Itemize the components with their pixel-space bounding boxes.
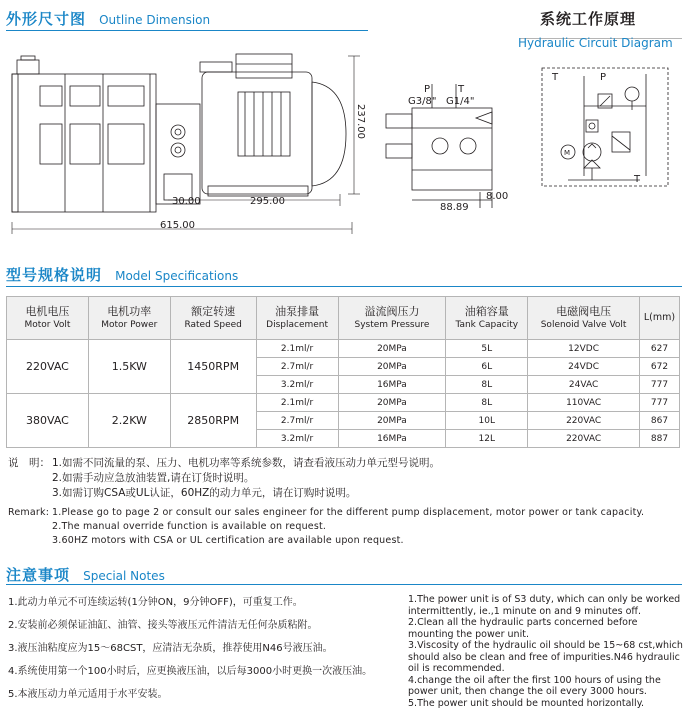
cell-power: 1.5KW xyxy=(88,340,170,394)
port-t-label: T xyxy=(458,84,465,95)
model-title-cn: 型号规格说明 xyxy=(6,266,103,284)
cell-tank: 12L xyxy=(446,430,528,448)
special-title-cn: 注意事项 xyxy=(6,566,71,584)
circuit-label-t1: T xyxy=(552,72,559,83)
special-cn-item: 2.安装前必须保证油缸、油管、接头等液压元件清洁无任何杂质粘附。 xyxy=(8,620,318,631)
header-length: L(mm) xyxy=(639,297,679,340)
outline-header xyxy=(6,8,210,29)
cell-pressure: 20MPa xyxy=(338,340,446,358)
cell-length: 627 xyxy=(639,340,679,358)
special-en-item: 4.change the oil after the first 100 hours of using the power unit, then change the oil every 3000 hours. xyxy=(408,674,661,697)
spec-table xyxy=(6,296,680,448)
dimension-lines xyxy=(12,56,360,234)
outline-title-en: Outline Dimension xyxy=(99,13,211,27)
special-header xyxy=(6,564,165,585)
special-cn-item: 1.此动力单元不可连续运转(1分钟ON，9分钟OFF)，可重复工作。 xyxy=(8,597,303,608)
cell-volt: 380VAC xyxy=(7,394,89,448)
cell-displacement: 3.2ml/r xyxy=(256,430,338,448)
cell-pressure: 20MPa xyxy=(338,358,446,376)
dim-8: 8.00 xyxy=(486,191,509,202)
notes-label-en: Remark: xyxy=(8,507,50,518)
cell-displacement: 3.2ml/r xyxy=(256,376,338,394)
cell-displacement: 2.1ml/r xyxy=(256,394,338,412)
dim-615: 615.00 xyxy=(160,220,195,231)
pump-block-shape xyxy=(156,104,200,204)
note-cn-item: 1.如需不同流量的泵、压力、电机功率等系统参数，请查看液压动力单元型号说明。 xyxy=(52,457,441,469)
cell-tank: 10L xyxy=(446,412,528,430)
dim-88: 88.89 xyxy=(440,202,469,213)
motor-shape xyxy=(200,54,346,196)
cell-pressure: 20MPa xyxy=(338,412,446,430)
cell-displacement: 2.1ml/r xyxy=(256,340,338,358)
cell-length: 887 xyxy=(639,430,679,448)
cell-solenoid: 12VDC xyxy=(528,340,640,358)
model-title-en: Model Specifications xyxy=(115,269,239,283)
special-cn-item: 3.液压油粘度应为15～68CST，应清洁无杂质，推荐使用N46号液压油。 xyxy=(8,643,333,654)
port-p-thread: G3/8" xyxy=(408,96,437,107)
cell-tank: 5L xyxy=(446,340,528,358)
port-p-label: P xyxy=(424,84,431,95)
cell-tank: 8L xyxy=(446,376,528,394)
outline-drawing xyxy=(0,34,400,244)
cell-length: 777 xyxy=(639,394,679,412)
cell-pressure: 20MPa xyxy=(338,394,446,412)
cell-length: 777 xyxy=(639,376,679,394)
circuit-diagram xyxy=(540,66,672,190)
special-divider xyxy=(6,584,682,585)
cell-tank: 8L xyxy=(446,394,528,412)
cell-solenoid: 220VAC xyxy=(528,412,640,430)
notes-cn-list xyxy=(52,456,682,501)
table-row xyxy=(7,340,680,358)
header-displacement: 油泵排量 Displacement xyxy=(256,297,338,340)
note-cn-item: 2.如需手动应急放油装置,请在订货时说明。 xyxy=(52,472,255,484)
special-en-item: 1.The power unit is of S3 duty, which can only be worked intermittently, ie.,1 minute on and 9 minutes off. xyxy=(408,594,681,617)
port-t-thread: G1/4" xyxy=(446,96,475,107)
note-en-item: 2.The manual override function is available on request. xyxy=(52,521,327,532)
note-cn-item: 3.如需订购CSA或UL认证，60HZ的动力单元，请在订购时说明。 xyxy=(52,487,357,499)
cell-displacement: 2.7ml/r xyxy=(256,358,338,376)
header-motor-power: 电机功率 Motor Power xyxy=(88,297,170,340)
special-en-item: 5.The power unit should be mounted horizontally. xyxy=(408,697,644,709)
dim-295: 295.00 xyxy=(250,196,285,207)
cell-pressure: 16MPa xyxy=(338,376,446,394)
model-header xyxy=(6,264,238,285)
header-system-pressure: 溢流阀压力 System Pressure xyxy=(338,297,446,340)
cell-volt: 220VAC xyxy=(7,340,89,394)
dim-30: 30.00 xyxy=(172,196,201,207)
header-motor-volt: 电机电压 Motor Volt xyxy=(7,297,89,340)
cell-pressure: 16MPa xyxy=(338,430,446,448)
cell-power: 2.2KW xyxy=(88,394,170,448)
special-en-item: 2.Clean all the hydraulic parts concerned before mounting the power unit. xyxy=(408,617,638,640)
special-cn-list xyxy=(8,596,398,711)
special-cn-item: 5.本液压动力单元适用于水平安装。 xyxy=(8,689,168,700)
model-divider xyxy=(6,286,682,287)
table-row xyxy=(7,394,680,412)
outline-divider xyxy=(6,30,368,31)
cell-displacement: 2.7ml/r xyxy=(256,412,338,430)
note-en-item: 3.60HZ motors with CSA or UL certification are available upon request. xyxy=(52,535,404,546)
note-en-item: 1.Please go to page 2 or consult our sales engineer for the different pump displacement, motor power or tank capacity. xyxy=(52,507,645,518)
notes-en-list xyxy=(52,506,684,548)
spec-header-row xyxy=(7,297,680,340)
cell-length: 672 xyxy=(639,358,679,376)
circuit-label-t2: T xyxy=(634,174,641,185)
header-tank-capacity: 油箱容量 Tank Capacity xyxy=(446,297,528,340)
cell-solenoid: 24VAC xyxy=(528,376,640,394)
svg-text:M: M xyxy=(564,149,571,157)
header-solenoid-volt: 电磁阀电压 Solenoid Valve Volt xyxy=(528,297,640,340)
circuit-title-cn: 系统工作原理 xyxy=(540,10,637,28)
cell-solenoid: 220VAC xyxy=(528,430,640,448)
notes-label-cn: 说 明： xyxy=(8,457,50,469)
header-rated-speed: 额定转速 Rated Speed xyxy=(170,297,256,340)
special-en-list xyxy=(408,594,684,709)
circuit-title-en: Hydraulic Circuit Diagram xyxy=(518,36,673,50)
cell-solenoid: 110VAC xyxy=(528,394,640,412)
tank-shape xyxy=(12,56,156,212)
dim-height: 237.00 xyxy=(355,104,366,139)
circuit-label-p: P xyxy=(600,72,607,83)
cell-solenoid: 24VDC xyxy=(528,358,640,376)
cell-tank: 6L xyxy=(446,358,528,376)
outline-title-cn: 外形尺寸图 xyxy=(6,10,87,28)
cell-speed: 1450RPM xyxy=(170,340,256,394)
special-en-item: 3.Viscosity of the hydraulic oil should be 15~68 cst,which should also be clean and free of impurities.N46 hydraulic oil is recommended. xyxy=(408,640,683,674)
special-cn-item: 4.系统使用第一个100小时后，应更换液压油，以后每3000小时更换一次液压油。 xyxy=(8,666,373,677)
cell-speed: 2850RPM xyxy=(170,394,256,448)
cell-length: 867 xyxy=(639,412,679,430)
special-title-en: Special Notes xyxy=(83,569,165,583)
